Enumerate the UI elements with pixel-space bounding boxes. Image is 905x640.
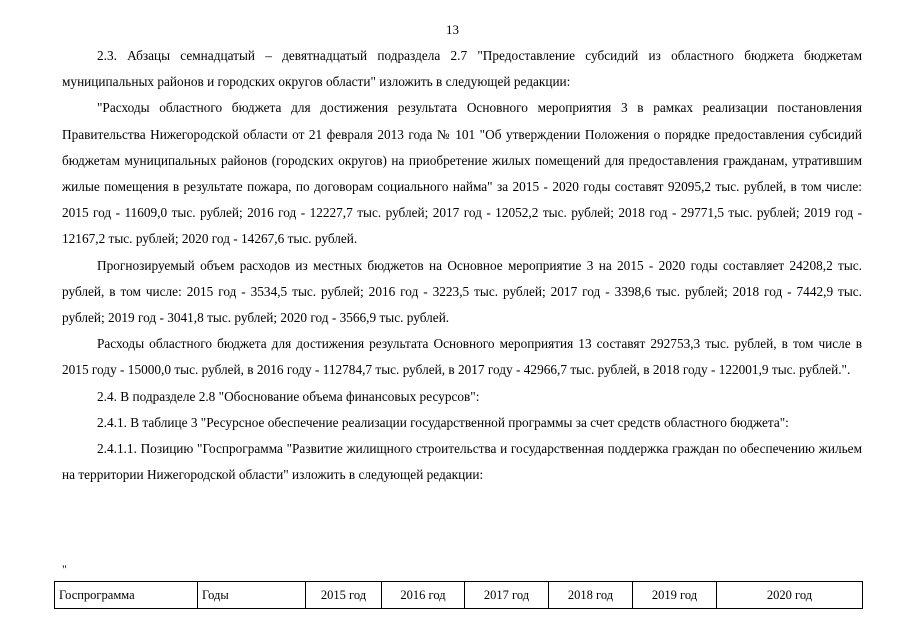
paragraph-2-3: 2.3. Абзацы семнадцатый – девятнадцатый подраздела 2.7 "Предоставление субсидий из областного бюджета бюджетам муниципальных районов и городских округов области" изложить в следующей редакции: — [62, 48, 862, 90]
table-cell-2015: 2015 год — [306, 582, 382, 609]
paragraph-2-4-1: 2.4.1. В таблице 3 "Ресурсное обеспечение реализации государственной программы за счет средств областного бюджета": — [97, 414, 789, 430]
paragraph-activity-13: Расходы областного бюджета для достижения результата Основного мероприятия 13 составят 292753,3 тыс. рублей, в том числе в 2015 году - 15000,0 тыс. рублей, в 2016 году - 112784,7 тыс. рублей, в 2017 году - 42966,7 тыс. рублей, в 2018 году - 122001,9 тыс. рублей.". — [62, 336, 862, 378]
table-cell-2016: 2016 год — [382, 582, 465, 609]
table-cell-2018: 2018 год — [549, 582, 633, 609]
page-number: 13 — [446, 22, 459, 37]
table-cell-2019: 2019 год — [633, 582, 717, 609]
paragraph-2-4: 2.4. В подразделе 2.8 "Обоснование объема финансовых ресурсов": — [97, 388, 480, 404]
table-cell-years: Годы — [198, 582, 306, 609]
table-cell-program: Госпрограмма — [55, 582, 198, 609]
resource-table — [54, 581, 863, 609]
paragraph-activity-3-regional: "Расходы областного бюджета для достижения результата Основного мероприятия 3 в рамках реализации постановления Правительства Нижегородской области от 21 февраля 2013 года № 101 "Об утверждении Положения о порядке предоставления субсидий бюджетам муниципальных районов (городских округов) на приобретение жилых помещений для предоставления гражданам, утратившим жилые помещения в результате пожара, по договорам социального найма" за 2015 - 2020 годы составят 92095,2 тыс. рублей, в том числе: 2015 год - 11609,0 тыс. рублей; 2016 год - 12227,7 тыс. рублей; 2017 год - 12052,2 тыс. рублей; 2018 год - 29771,5 тыс. рублей; 2019 год - 12167,2 тыс. рублей; 2020 год - 14267,6 тыс. рублей. — [62, 100, 862, 247]
opening-quote-mark: " — [62, 562, 67, 576]
paragraph-2-4-1-1: 2.4.1.1. Позицию "Госпрограмма "Развитие жилищного строительства и государственная поддержка граждан по обеспечению жильем на территории Нижегородской области" изложить в следующей редакции: — [62, 441, 862, 483]
table-cell-2020: 2020 год — [717, 582, 863, 609]
paragraph-activity-3-local: Прогнозируемый объем расходов из местных бюджетов на Основное мероприятие 3 на 2015 - 2020 годы составляет 24208,2 тыс. рублей, в том числе: 2015 год - 3534,5 тыс. рублей; 2016 год - 3223,5 тыс. рублей; 2017 год - 3398,6 тыс. рублей; 2018 год - 7442,9 тыс. рублей; 2019 год - 3041,8 тыс. рублей; 2020 год - 3566,9 тыс. рублей. — [62, 257, 862, 326]
table-row — [55, 582, 863, 609]
table-cell-2017: 2017 год — [465, 582, 549, 609]
document-body — [62, 43, 862, 488]
